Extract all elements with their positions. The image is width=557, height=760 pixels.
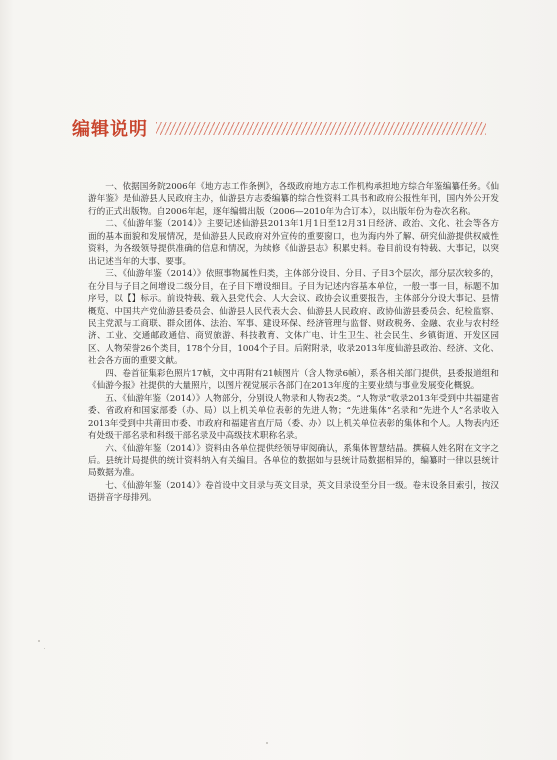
paragraph-5: 五、《仙游年鉴（2014）》人物部分，分别设人物录和人物表2类。“人物录”收录2013年受到中共福建省委、省政府和国家部委（办、局）以上机关单位表彰的先进人物；“先进集体”名录和“先进个人”名录收入2013年受到中共莆田市委、市政府和福建省直厅局（委、办）以上机关单位表彰的集体和个人。人物表内还有处级干部名录和科级干部名录及中高级技术职称名录。 xyxy=(88,393,499,442)
page-title: 编辑说明 xyxy=(72,119,148,140)
paragraph-7: 七、《仙游年鉴（2014）》卷首设中文目录与英文目录，英文目录设至分目一级。卷末设条目索引，按汉语拼音字母排列。 xyxy=(88,480,499,504)
section-header xyxy=(72,116,492,140)
paragraph-2: 二、《仙游年鉴（2014）》主要记述仙游县2013年1月1日至12月31日经济、政治、文化、社会等各方面的基本面貌和发展情况，是仙游县人民政府对外宣传的重要窗口，也为海内外了解、研究仙游提供权威性资料，为各级领导提供准确的信息和情况，为续修《仙游县志》积累史料。卷目前设有特载、大事记，以突出记述当年的大事、要事。 xyxy=(88,219,499,267)
paragraph-1: 一、依据国务院2006年《地方志工作条例》，各级政府地方志工作机构承担地方综合年鉴编纂任务。《仙游年鉴》是仙游县人民政府主办，仙游县方志委编纂的综合性资料工具书和政府公报性年刊，国内外公开发行的正式出版物。自2006年起，逐年编辑出版（2006—2010年为合订本），以出版年份为卷次名称。 xyxy=(88,182,499,217)
paragraph-3: 三、《仙游年鉴（2014）》依照事物属性归类，主体部分设目、分目、子目3个层次，部分层次较多的，在分目与子目之间增设二级分目，在子目下增设细目。子目为记述内容基本单位，一般一事一目，标题不加序号，以【】标示。前设特载、载入县党代会、人大会议、政协会议重要报告，主体部分分设大事记、县情概览、中国共产党仙游县委员会、仙游县人民代表大会、仙游县人民政府、政协仙游县委员会、纪检监察、民主党派与工商联、群众团体、法治、军事、建设环保、经济管理与监督、财政税务、金融、农业与农村经济、工业、交通邮政通信、商贸旅游、科技教育、文体广电、计生卫生、社会民生、乡镇街道、开发区园区、人物荣誉26个类目，178个分目，1004个子目。后附附录，收录2013年度仙游县政治、经济、文化、社会各方面的重要文献。 xyxy=(88,269,499,367)
scan-speck xyxy=(44,648,45,649)
paragraph-4: 四、卷首征集彩色照片17帧，文中再附有21帧图片（含人物录6帧），系各相关部门提供，县委报道组和《仙游今报》社提供的大量照片，以图片视觉展示各部门在2013年度的主要业绩与事业发展变化概貌。 xyxy=(88,368,499,392)
scan-speck xyxy=(38,640,40,642)
scan-speck xyxy=(266,742,268,744)
body-text xyxy=(88,181,499,505)
paragraph-6: 六、《仙游年鉴（2014）》资料由各单位提供经领导审阅确认，系集体智慧结晶。撰稿人姓名附在文字之后。县统计局提供的统计资料纳入有关编目。各单位的数据如与县统计局数据相异的，编纂时一律以县统计局数据为准。 xyxy=(88,443,499,479)
decorative-hatch-bar xyxy=(156,122,486,135)
